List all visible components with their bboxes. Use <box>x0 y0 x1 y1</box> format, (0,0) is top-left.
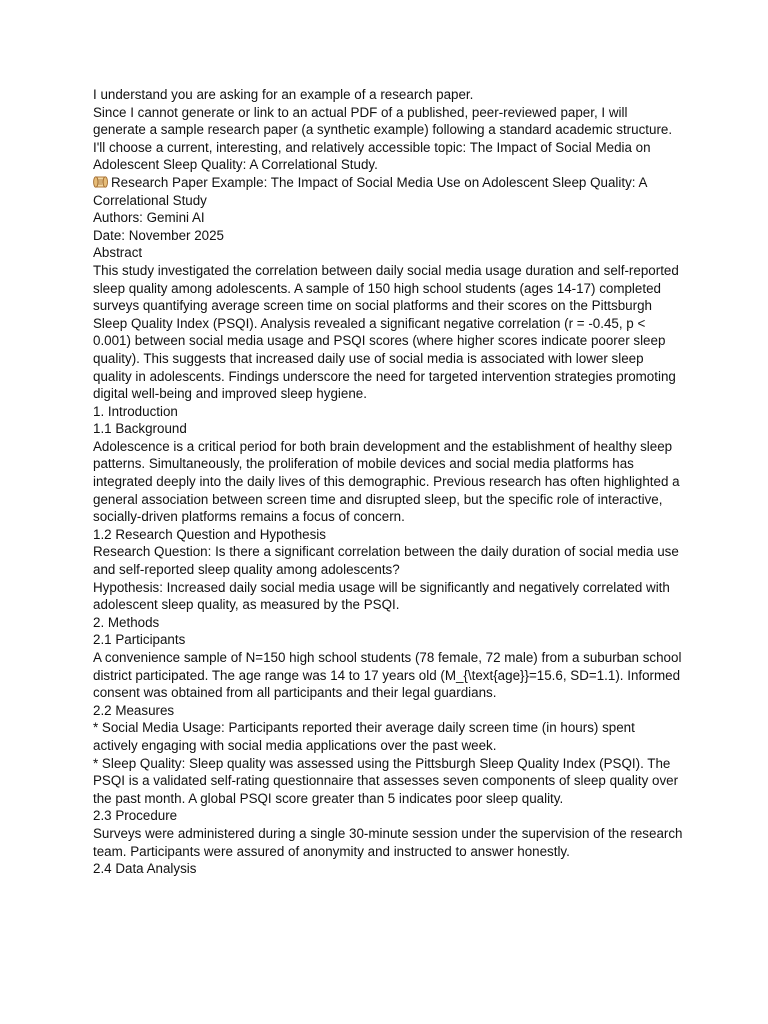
section-1-heading: 1. Introduction <box>93 403 178 419</box>
intro-line-2: Since I cannot generate or link to an actual PDF of a published, peer-reviewed paper, I will generate a sample research paper (a synthetic example) following a standard academic structure. <box>93 104 673 138</box>
document-page <box>93 86 683 878</box>
section-2-3-heading: 2.3 Procedure <box>93 808 178 824</box>
section-2-3-text: Surveys were administered during a single 30-minute session under the supervision of the research team. Participants were assured of anonymity and instructed to answer honestly. <box>93 825 683 859</box>
paper-title <box>93 174 683 209</box>
scroll-icon <box>93 175 108 189</box>
section-2-2-heading: 2.2 Measures <box>93 702 175 718</box>
hypothesis: Hypothesis: Increased daily social media usage will be significantly and negatively correlated with adolescent sleep quality, as measured by the PSQI. <box>93 579 670 613</box>
abstract-heading: Abstract <box>93 245 143 261</box>
date: Date: November 2025 <box>93 227 225 243</box>
intro-line-1: I understand you are asking for an example of a research paper. <box>93 87 474 102</box>
section-1-2-heading: 1.2 Research Question and Hypothesis <box>93 526 326 542</box>
research-question: Research Question: Is there a significant correlation between the daily duration of social media use and self-reported sleep quality among adolescents? <box>93 544 679 578</box>
authors: Authors: Gemini AI <box>93 210 205 226</box>
paper-title-text: Research Paper Example: The Impact of Social Media Use on Adolescent Sleep Quality: A Correlational Study <box>93 174 647 208</box>
measure-sleep-quality: * Sleep Quality: Sleep quality was assessed using the Pittsburgh Sleep Quality Index (PSQI). The PSQI is a validated self-rating questionnaire that assesses seven components of sleep quality over the past month. A global PSQI score greater than 5 indicates poor sleep quality. <box>93 755 679 806</box>
section-1-1-text: Adolescence is a critical period for both brain development and the establishment of healthy sleep patterns. Simultaneously, the proliferation of mobile devices and social media platforms has integrated deeply into the daily lives of this demographic. Previous research has often highlighted a general association between screen time and disrupted sleep, but the specific role of interactive, socially-driven platforms remains a focus of concern. <box>93 438 680 525</box>
section-2-4-heading: 2.4 Data Analysis <box>93 861 197 877</box>
intro-line-3: I'll choose a current, interesting, and relatively accessible topic: The Impact of Social Media on Adolescent Sleep Quality: A Correlational Study. <box>93 139 651 173</box>
section-2-1-heading: 2.1 Participants <box>93 632 186 648</box>
section-1-1-heading: 1.1 Background <box>93 421 187 437</box>
section-2-heading: 2. Methods <box>93 614 160 630</box>
abstract-text: This study investigated the correlation between daily social media usage duration and self-reported sleep quality among adolescents. A sample of 150 high school students (ages 14-17) completed surveys quantifying average screen time on social platforms and their scores on the Pittsburgh Sleep Quality Index (PSQI). Analysis revealed a significant negative correlation (r = -0.45, p < 0.001) between social media usage and PSQI scores (where higher scores indicate poorer sleep quality). This suggests that increased daily use of social media is associated with lower sleep quality in adolescents. Findings underscore the need for targeted intervention strategies promoting digital well-being and improved sleep hygiene. <box>93 262 679 402</box>
section-2-1-text: A convenience sample of N=150 high school students (78 female, 72 male) from a suburban school district participated. The age range was 14 to 17 years old (M_{\text{age}}=15.6, SD=1.1). Informed consent was obtained from all participants and their legal guardians. <box>93 650 682 701</box>
measure-social-media: * Social Media Usage: Participants reported their average daily screen time (in hours) spent actively engaging with social media applications over the past week. <box>93 720 635 753</box>
